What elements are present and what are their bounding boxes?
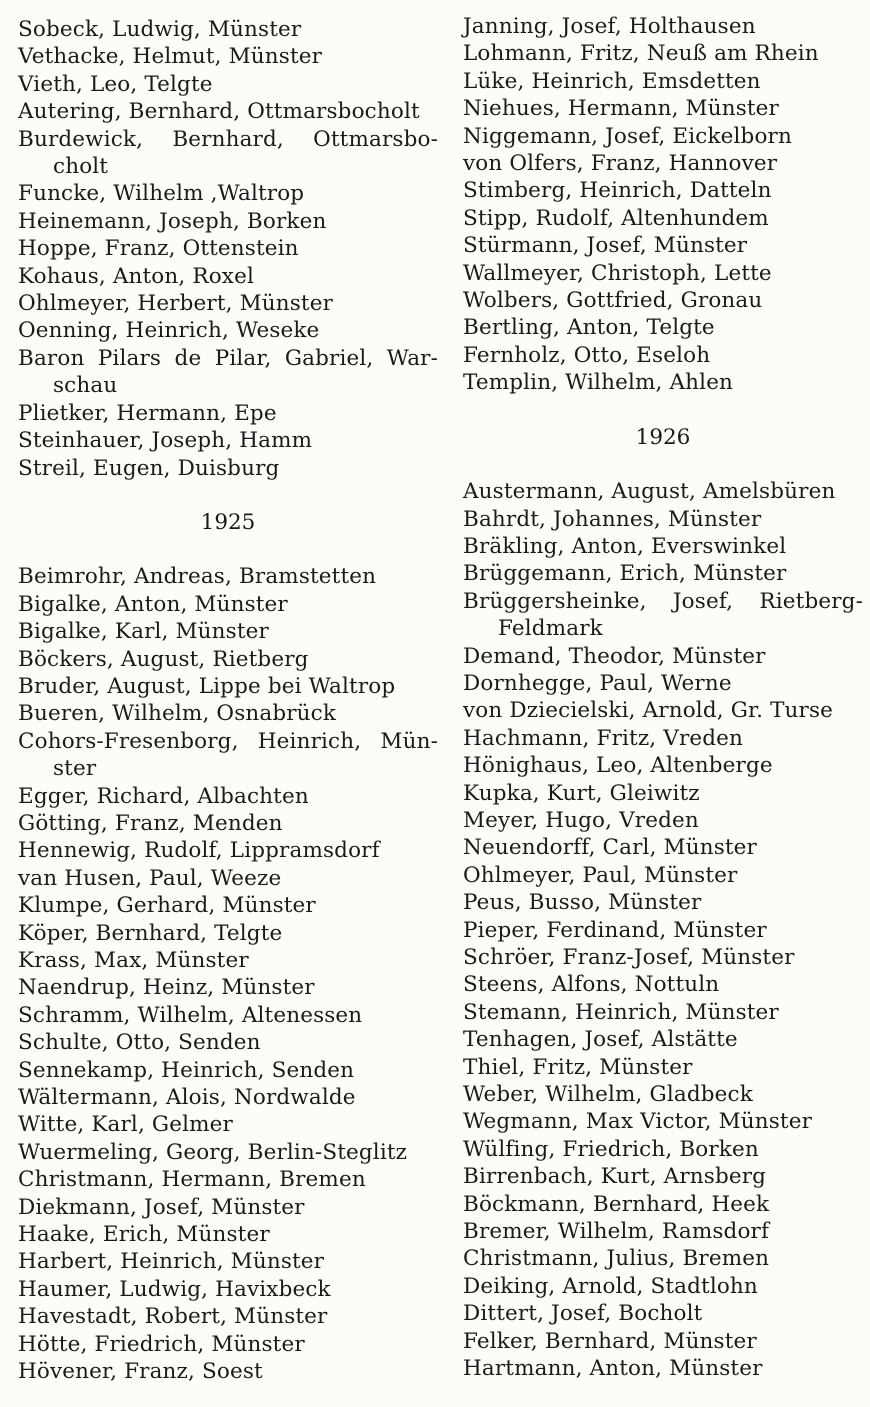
list-entry: Schramm, Wilhelm, Altenessen: [18, 1002, 363, 1028]
list-entry: Hönighaus, Leo, Altenberge: [463, 753, 773, 779]
list-entry: ster: [53, 756, 97, 782]
list-entry: Dittert, Josef, Bocholt: [463, 1301, 703, 1327]
list-entry: Wolbers, Gottfried, Gronau: [463, 288, 763, 314]
list-entry: Schulte, Otto, Senden: [18, 1030, 261, 1056]
list-entry: Neuendorff, Carl, Münster: [463, 835, 757, 861]
list-entry: Wältermann, Alois, Nordwalde: [18, 1085, 356, 1111]
list-entry: Tenhagen, Josef, Alstätte: [463, 1027, 738, 1053]
list-entry: Weber, Wilhelm, Gladbeck: [463, 1082, 753, 1108]
list-entry: Wuermeling, Georg, Berlin-Steglitz: [18, 1139, 408, 1165]
list-entry: Ohlmeyer, Herbert, Münster: [18, 291, 334, 317]
list-entry: Stipp, Rudolf, Altenhundem: [463, 205, 769, 231]
list-entry: Schröer, Franz-Josef, Münster: [463, 945, 795, 970]
list-entry: Brüggemann, Erich, Münster: [463, 561, 787, 587]
list-entry: von Dziecielski, Arnold, Gr. Turse: [463, 698, 834, 724]
list-entry: Diekmann, Josef, Münster: [18, 1194, 305, 1220]
list-entry: Streil, Eugen, Duisburg: [18, 455, 280, 481]
list-entry: Heinemann, Joseph, Borken: [18, 208, 327, 234]
list-entry: Bertling, Anton, Telgte: [463, 315, 715, 341]
list-entry: Götting, Franz, Menden: [18, 810, 283, 836]
list-entry: Hartmann, Anton, Münster: [463, 1356, 763, 1382]
list-entry: Köper, Bernhard, Telgte: [18, 920, 283, 946]
list-entry: Bräkling, Anton, Everswinkel: [463, 533, 787, 559]
year-heading-1926: 1926: [635, 424, 691, 450]
list-entry: Wallmeyer, Christoph, Lette: [463, 260, 772, 286]
list-entry: Böckers, August, Rietberg: [18, 646, 309, 672]
list-entry: Dornhegge, Paul, Werne: [463, 670, 732, 696]
list-entry: Klumpe, Gerhard, Münster: [18, 893, 316, 919]
list-entry: Hövener, Franz, Soest: [18, 1359, 263, 1385]
list-entry: Meyer, Hugo, Vreden: [463, 807, 699, 833]
list-entry: Oenning, Heinrich, Weseke: [18, 318, 320, 344]
list-entry: Haake, Erich, Münster: [18, 1222, 270, 1248]
list-entry: Kohaus, Anton, Roxel: [18, 263, 254, 289]
list-entry: Sennekamp, Heinrich, Senden: [18, 1057, 355, 1083]
list-entry: Funcke, Wilhelm ,Waltrop: [18, 181, 305, 207]
list-entry: Stürmann, Josef, Münster: [463, 233, 748, 259]
list-entry: von Olfers, Franz, Hannover: [463, 151, 778, 177]
list-entry: Naendrup, Heinz, Münster: [18, 975, 315, 1001]
list-entry: cholt: [53, 154, 109, 180]
list-entry: Lohmann, Fritz, Neuß am Rhein: [463, 41, 819, 67]
list-entry: Peus, Busso, Münster: [463, 890, 702, 916]
list-entry: Stimberg, Heinrich, Datteln: [463, 178, 772, 204]
list-entry: Feldmark: [498, 616, 603, 642]
list-entry: Egger, Richard, Albachten: [18, 783, 309, 809]
list-entry: Baron Pilars de Pilar, Gabriel, War-: [18, 345, 438, 371]
left-column: [18, 0, 438, 1386]
list-entry: Deiking, Arnold, Stadtlohn: [463, 1273, 758, 1299]
list-entry: Havestadt, Robert, Münster: [18, 1304, 328, 1330]
list-entry: Burdewick, Bernhard, Ottmarsbo-: [18, 126, 438, 152]
list-entry: Bigalke, Karl, Münster: [18, 619, 269, 645]
list-entry: Vieth, Leo, Telgte: [18, 71, 213, 97]
list-entry: Christmann, Julius, Bremen: [463, 1246, 770, 1272]
list-entry: Hennewig, Rudolf, Lippramsdorf: [18, 838, 380, 864]
list-entry: Harbert, Heinrich, Münster: [18, 1249, 325, 1275]
list-entry: Bueren, Wilhelm, Osnabrück: [18, 701, 337, 727]
left-block-1: [18, 16, 438, 482]
list-entry: Janning, Josef, Holthausen: [463, 14, 756, 39]
list-entry: Fernholz, Otto, Eseloh: [463, 342, 711, 368]
list-entry: Hoppe, Franz, Ottenstein: [18, 236, 299, 262]
left-block-2: [18, 563, 438, 1385]
list-entry: Krass, Max, Münster: [18, 948, 249, 973]
list-entry: Templin, Wilhelm, Ahlen: [463, 370, 734, 396]
list-entry: Steens, Alfons, Nottuln: [463, 972, 720, 998]
right-block-1: [463, 13, 863, 397]
list-entry: Ohlmeyer, Paul, Münster: [463, 862, 738, 888]
list-entry: Bruder, August, Lippe bei Waltrop: [18, 673, 396, 699]
list-entry: Wegmann, Max Victor, Münster: [463, 1109, 813, 1135]
list-entry: van Husen, Paul, Weeze: [18, 865, 282, 891]
list-entry: Bahrdt, Johannes, Münster: [463, 506, 762, 532]
year-heading-1925: 1925: [200, 509, 256, 535]
list-entry: Birrenbach, Kurt, Arnsberg: [463, 1164, 767, 1190]
list-entry: Christmann, Hermann, Bremen: [18, 1167, 366, 1193]
list-entry: Felker, Bernhard, Münster: [463, 1328, 757, 1354]
list-entry: Kupka, Kurt, Gleiwitz: [463, 780, 700, 806]
list-entry: Böckmann, Bernhard, Heek: [463, 1191, 770, 1217]
list-entry: Vethacke, Helmut, Münster: [18, 44, 323, 70]
list-entry: Lüke, Heinrich, Emsdetten: [463, 68, 761, 94]
list-entry: Hötte, Friedrich, Münster: [18, 1331, 305, 1357]
list-entry: Haumer, Ludwig, Havixbeck: [18, 1276, 331, 1302]
list-entry: Demand, Theodor, Münster: [463, 643, 766, 669]
list-entry: Sobeck, Ludwig, Münster: [18, 17, 302, 42]
right-column: [463, 0, 863, 1383]
list-entry: Hachmann, Fritz, Vreden: [463, 725, 744, 751]
list-entry: Bigalke, Anton, Münster: [18, 591, 288, 617]
list-entry: schau: [53, 373, 118, 399]
list-entry: Pieper, Ferdinand, Münster: [463, 917, 767, 943]
list-entry: Stemann, Heinrich, Münster: [463, 999, 779, 1025]
list-entry: Autering, Bernhard, Ottmarsbocholt: [18, 99, 420, 125]
right-block-2: [463, 478, 863, 1382]
list-entry: Plietker, Hermann, Epe: [18, 400, 277, 426]
list-entry: Bremer, Wilhelm, Ramsdorf: [463, 1219, 770, 1245]
list-entry: Austermann, August, Amelsbüren: [463, 479, 836, 505]
list-entry: Witte, Karl, Gelmer: [18, 1112, 233, 1138]
list-entry: Cohors-Fresenborg, Heinrich, Mün-: [18, 728, 438, 754]
list-entry: Thiel, Fritz, Münster: [463, 1054, 693, 1080]
list-entry: Beimrohr, Andreas, Bramstetten: [18, 564, 377, 590]
list-entry: Wülfing, Friedrich, Borken: [463, 1136, 759, 1162]
list-entry: Niehues, Hermann, Münster: [463, 96, 779, 122]
list-entry: Steinhauer, Joseph, Hamm: [18, 428, 313, 454]
list-entry: Brüggersheinke, Josef, Rietberg-: [463, 588, 863, 614]
list-entry: Niggemann, Josef, Eickelborn: [463, 123, 792, 149]
